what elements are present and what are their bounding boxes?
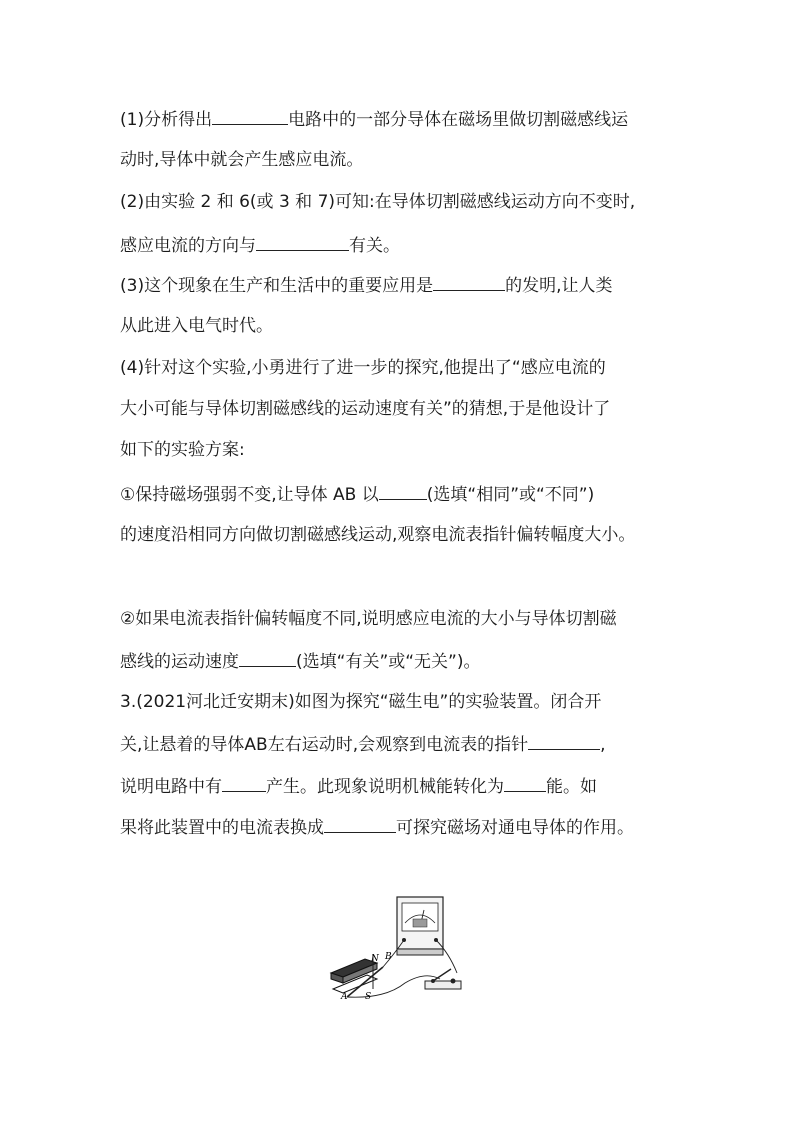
q1-text-b: 电路中的一部分导体在磁场里做切割磁感线运: [288, 110, 629, 130]
q2-text-a: 感应电流的方向与: [120, 236, 256, 256]
q4-step1-blank[interactable]: [379, 482, 427, 500]
q1-text-a: (1)分析得出: [120, 110, 213, 130]
q3-line-2: 从此进入电气时代。: [120, 316, 273, 336]
q3-line-1: [120, 273, 613, 297]
p3-line-4: [120, 815, 634, 839]
p3-l4-text-b: 可探究磁场对通电导体的作用。: [396, 818, 634, 838]
switch-icon: [425, 969, 461, 989]
apparatus-diagram: [325, 893, 475, 1001]
label-a: A: [341, 992, 348, 1001]
q4-line-3: 如下的实验方案:: [120, 440, 245, 460]
p3-blank-4[interactable]: [324, 815, 396, 833]
q1-line-2: 动时,导体中就会产生感应电流。: [120, 150, 364, 170]
q3-answer-blank[interactable]: [433, 273, 505, 291]
p3-l3-text-b: 产生。此现象说明机械能转化为: [266, 777, 504, 797]
q4-step2-blank[interactable]: [239, 649, 296, 667]
q4-step-1-cont: 的速度沿相同方向做切割磁感线运动,观察电流表指针偏转幅度大小。: [120, 525, 636, 545]
q4-step1-text-b: (选填“相同”或“不同”): [426, 485, 595, 505]
q2-line-2: [120, 233, 400, 257]
q2-text-b: 有关。: [349, 236, 400, 256]
p3-l3-text-c: 能。如: [546, 777, 597, 797]
p3-line-1: 3.(2021河北迁安期末)如图为探究“磁生电”的实验装置。闭合开: [120, 692, 602, 712]
p3-blank-2[interactable]: [222, 774, 266, 792]
q3-text-b: 的发明,让人类: [505, 276, 613, 296]
q4-line-2: 大小可能与导体切割磁感线的运动速度有关”的猜想,于是他设计了: [120, 399, 611, 419]
p3-l2-text-b: ,: [600, 735, 606, 755]
q2-answer-blank[interactable]: [256, 233, 349, 251]
p3-l3-text-a: 说明电路中有: [120, 777, 222, 797]
label-n: N: [371, 954, 379, 964]
p3-blank-1[interactable]: [528, 732, 600, 750]
ammeter-icon: [397, 897, 443, 955]
q1-answer-blank[interactable]: [212, 107, 288, 125]
label-b: B: [385, 952, 392, 962]
q4-step-1: [120, 482, 594, 506]
p3-line-2: [120, 732, 606, 756]
label-s: S: [365, 992, 372, 1001]
experiment-figure: [325, 893, 475, 1001]
q4-step2-text-a: 感线的运动速度: [120, 652, 239, 672]
p3-blank-3[interactable]: [504, 774, 546, 792]
p3-l2-text-a: 关,让悬着的导体AB左右运动时,会观察到电流表的指针: [120, 735, 529, 755]
q4-step-2: ②如果电流表指针偏转幅度不同,说明感应电流的大小与导体切割磁: [120, 609, 617, 629]
q4-step1-text-a: ①保持磁场强弱不变,让导体 AB 以: [120, 485, 379, 505]
q3-text-a: (3)这个现象在生产和生活中的重要应用是: [120, 276, 434, 296]
q1-line-1: [120, 107, 628, 131]
p3-l4-text-a: 果将此装置中的电流表换成: [120, 818, 324, 838]
q2-line-1: (2)由实验 2 和 6(或 3 和 7)可知:在导体切割磁感线运动方向不变时,: [120, 192, 636, 212]
q4-step2-text-b: (选填“有关”或“无关”)。: [296, 652, 481, 672]
q4-line-1: (4)针对这个实验,小勇进行了进一步的探究,他提出了“感应电流的: [120, 358, 606, 378]
q4-step-2-cont: [120, 649, 481, 673]
p3-line-3: [120, 774, 597, 798]
